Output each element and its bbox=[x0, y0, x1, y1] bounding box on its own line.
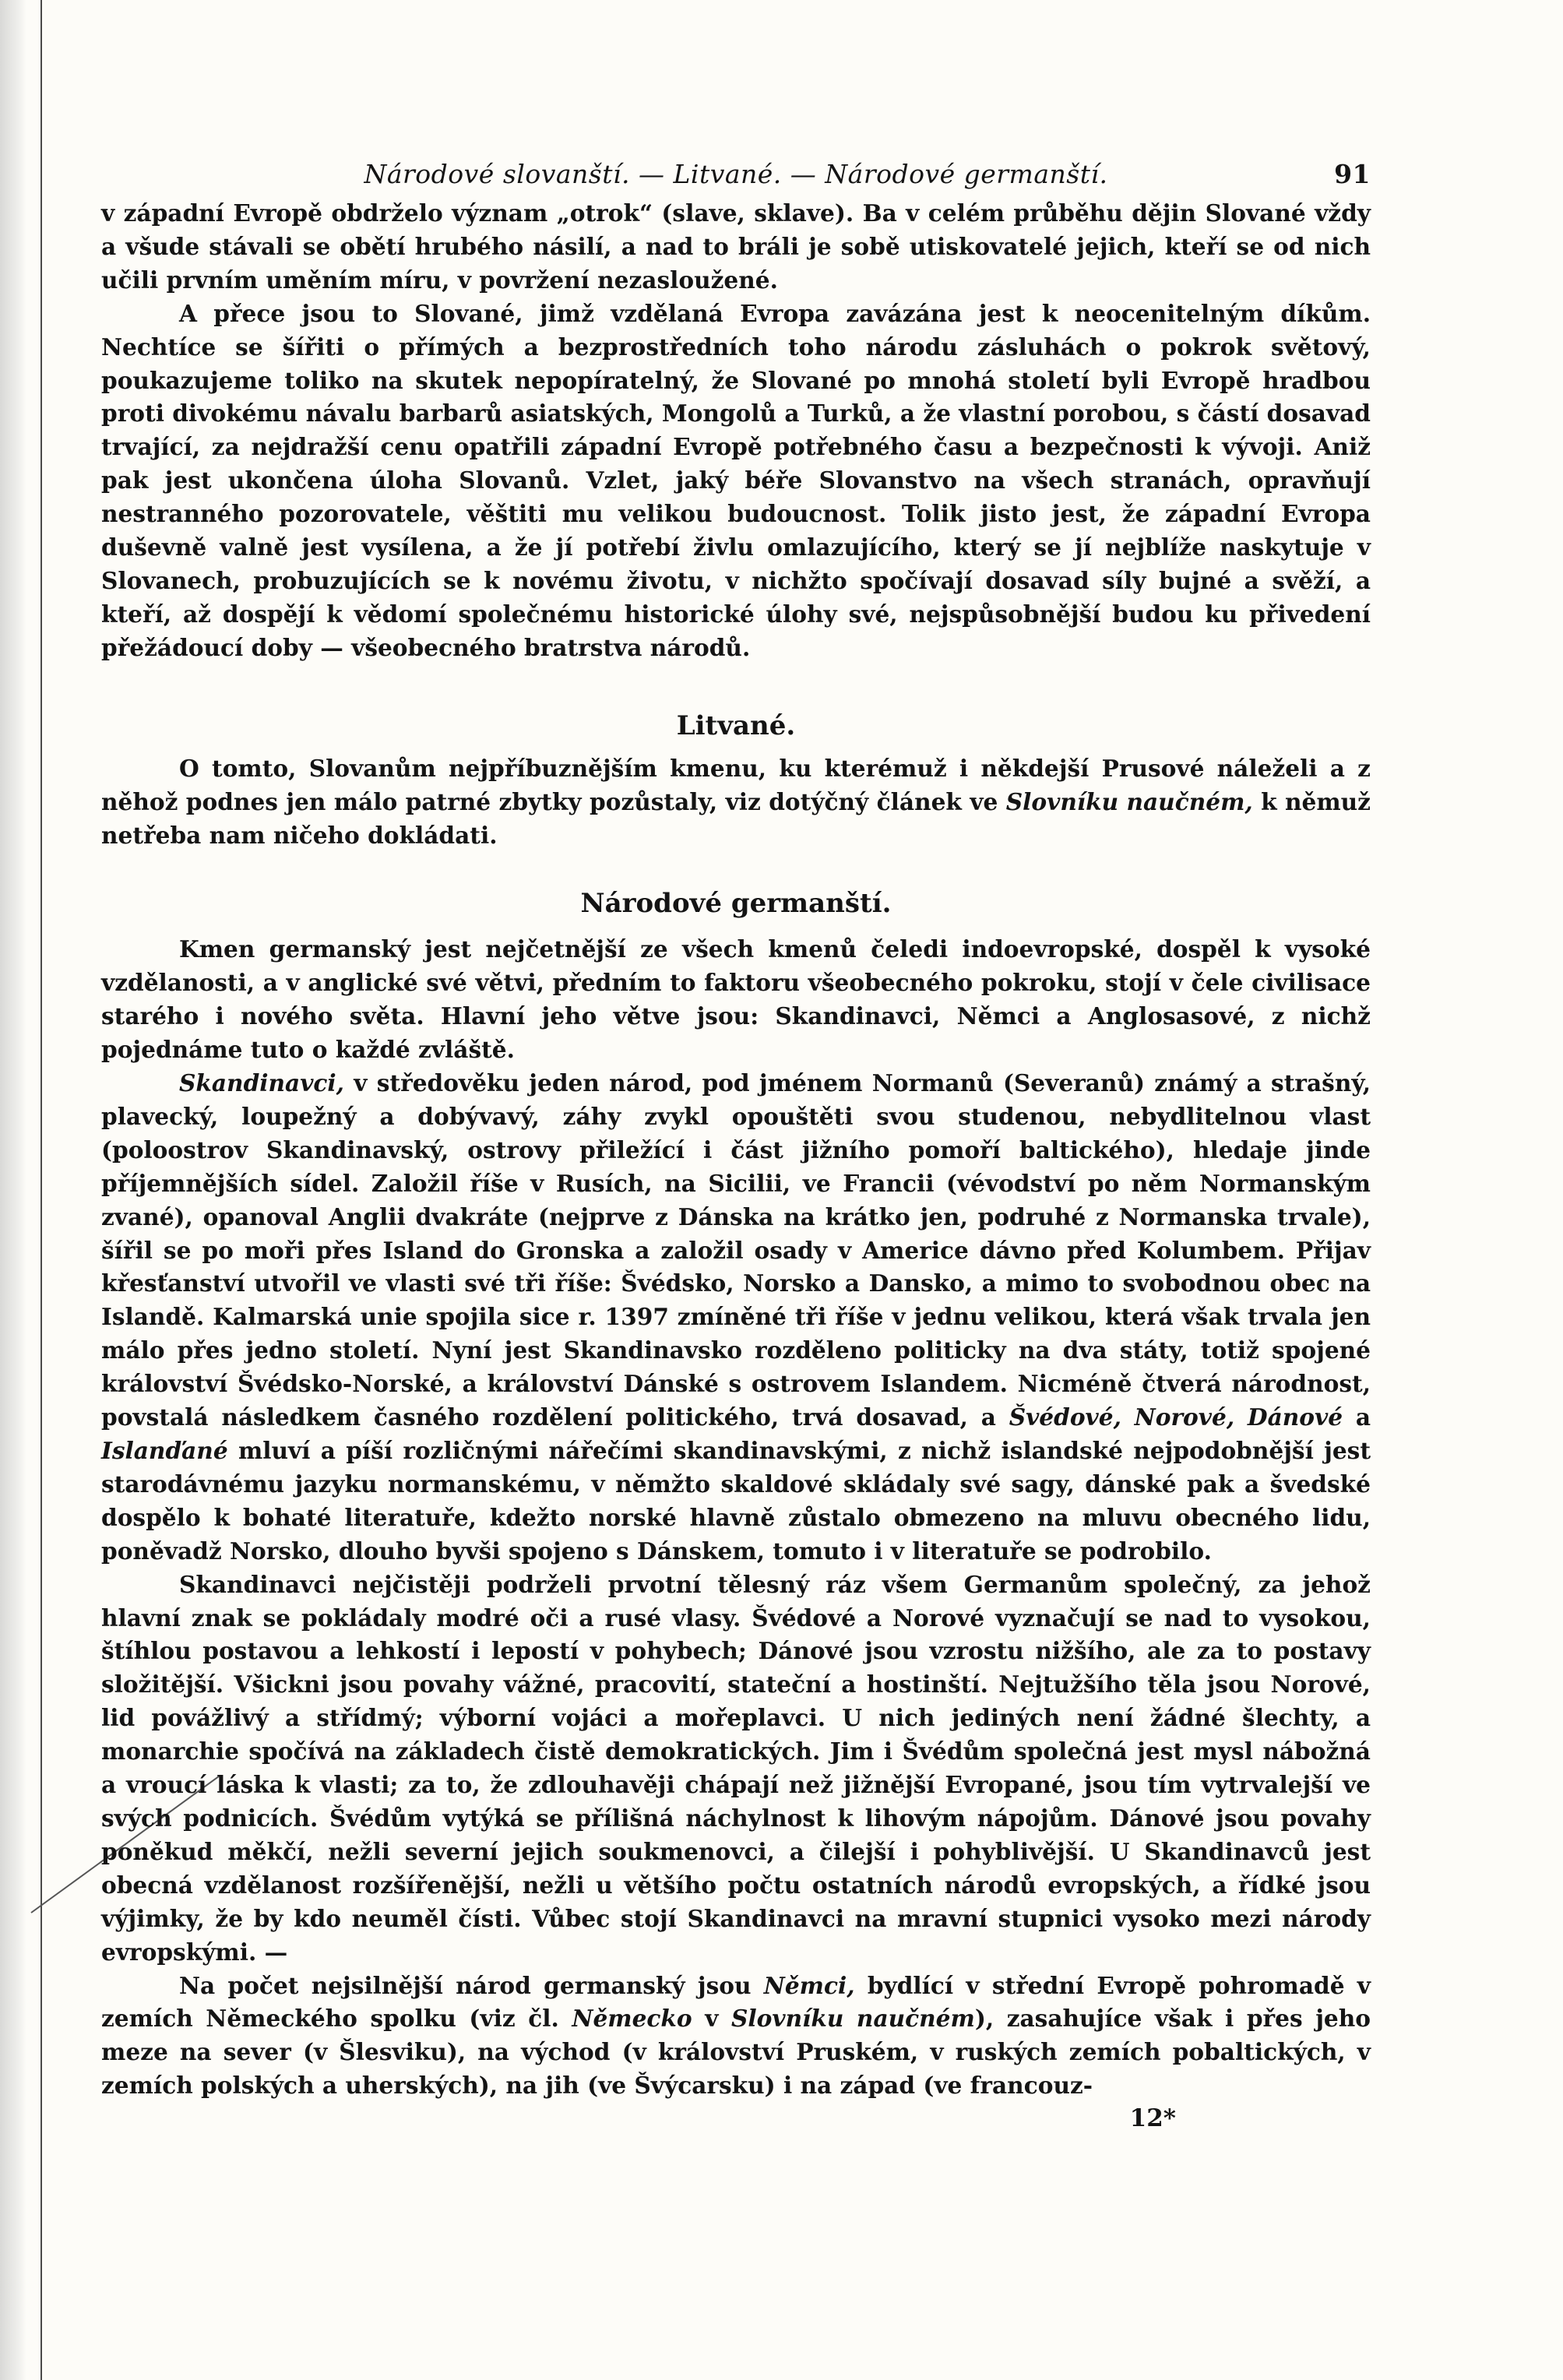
text-run: O tomto, Slovanům nejpříbuznějším kmenu, ku kterémuž i někdejší Prusové náleželi a z něhož podnes jen málo patrné zbytky pozůstaly, viz dotýčný článek ve bbox=[101, 754, 1371, 815]
signature-mark: 12* bbox=[1129, 2104, 1176, 2133]
reference-italic: Slovníku naučném bbox=[731, 2005, 975, 2033]
running-head-title: Národové slovanští. — Litvané. — Národové germanští. bbox=[364, 159, 1108, 189]
paragraph bbox=[101, 1067, 1371, 1568]
term-italic: Skandinavci, bbox=[179, 1069, 344, 1097]
section-heading-germansti: Národové germanští. bbox=[580, 888, 892, 920]
text-run: v bbox=[692, 2005, 732, 2033]
page-number: 91 bbox=[1334, 159, 1371, 189]
book-page bbox=[101, 152, 1371, 2132]
slovane-continuation bbox=[101, 197, 1371, 665]
paragraph bbox=[101, 1970, 1371, 2104]
paragraph: A přece jsou to Slované, jimž vzdělaná Evropa zavázána jest k neocenitelným díkům. Nechtíce se šířiti o přímých a bezprostředních toho národu zásluhách o pokrok světový, poukazujeme toliko na skutek nepopíratelný, že Slované po mnohá století byli Evropě hradbou proti divokému návalu barbarů asiatských, Mongolů a Turků, a že vlastní porobou, s částí dosavad trvající, za nejdražší cenu opatřili západní Evropě potřebného času a bezpečnosti k vývoji. Aniž pak jest ukončena úloha Slovanů. Vzlet, jaký béře Slovanstvo na všech stranách, opravňují nestranného pozorovatele, věštiti mu velikou budoucnost. Tolik jisto jest, že západní Evropa duševně valně jest vysílena, a že jí potřebí živlu omlazujícího, který se jí nejblíže naskytuje v Slovanech, probuzujících se k novému životu, v nichžto spočívají dosavad síly bujné a svěží, a kteří, až dospějí k vědomí společnému historické úlohy své, nejspůsobnější budou ku přivedení přežádoucí doby — všeobecného bratrstva národů. bbox=[101, 299, 1371, 661]
text-run: mluví a píší rozličnými nářečími skandinavskými, z nichž islandské nejpodobnější jest starodávnému jazyku normanskému, v němžto skaldové skládaly své sagy, dánské pak a švedské dospělo k bohaté literatuře, kdežto norské hlavně zůstalo obmezeno na mluvu obecného lidu, poněvadž Norsko, dlouho byvši spojeno s Dánskem, tomuto i v literatuře se podrobilo. bbox=[101, 1437, 1371, 1565]
text-run: a bbox=[1343, 1403, 1371, 1431]
term-italic: Švédové, Norové, Dánové bbox=[1009, 1403, 1343, 1431]
paragraph: Kmen germanský jest nejčetnější ze všech kmenů čeledi indoevropské, dospěl k vysoké vzdělanosti, a v anglické své větvi, předním to faktoru všeobecného pokroku, stojí v čele civilisace starého i nového světa. Hlavní jeho větve jsou: Skandinavci, Němci a Anglosasové, z nichž pojednáme tuto o každé zvláště. bbox=[101, 935, 1371, 1064]
paragraph: v západní Evropě obdrželo význam „otrok“ (slave, sklave). Ba v celém průběhu dějin Slované vždy a všude stávali se obětí hrubého násilí, a nad to bráli je sobě utiskovatelé jejich, kteří se od nich učili prvním uměním míru, v povržení nezasloužené. bbox=[101, 199, 1371, 294]
text-run: ), zasahujíce však i přes jeho meze na sever (v Šlesviku), na východ (v království Pruském, v ruských zemích pobaltických, v zemích polských a uherských), na jih (ve Švýcarsku) i na západ (ve francouz- bbox=[101, 2005, 1371, 2100]
reference-italic: Slovníku naučném, bbox=[1005, 787, 1253, 815]
running-head bbox=[101, 152, 1371, 197]
paragraph bbox=[101, 752, 1371, 853]
binding-line bbox=[40, 0, 42, 2380]
section-heading-litvane: Litvané. bbox=[676, 709, 796, 741]
term-italic: Němci, bbox=[763, 1971, 855, 1999]
germansti-section bbox=[101, 933, 1371, 2103]
text-run: Na počet nejsilnější národ germanský jsou bbox=[179, 1971, 764, 1999]
paragraph: Skandinavci nejčistěji podrželi prvotní tělesný ráz všem Germanům společný, za jehož hlavní znak se pokládaly modré oči a rusé vlasy. Švédové a Norové vyznačují se nad to vysokou, štíhlou postavou a lehkostí i lepostí v pohybech; Dánové jsou vzrostu nižšího, ale za to postavy složitější. Všickni jsou povahy vážné, pracovití, stateční a hostinští. Nejtužšího těla jsou Norové, lid povážlivý a střídmý; výborní vojáci a mořeplavci. U nich jediných není žádné šlechty, a monarchie spočívá na základech čistě demokratických. Jim i Švédům společná jest mysl nábožná a vroucí láska k vlasti; za to, že zdlouhavěji chápají než jižnější Evropané, jsou tím vytrvalejší ve svých podnicích. Švédům vytýká se přílišná náchylnost k lihovým nápojům. Dánové jsou povahy poněkud měkčí, nežli severní jejich soukmenovci, a čilejší i pohyblivější. U Skandinavců jest obecná vzdělanost rozšířenější, nežli u většího počtu ostatních národů evropských, a řídké jsou výjimky, že by kdo neuměl čísti. Vůbec stojí Skandinavci na mravní stupnici vysoko mezi národy evropskými. — bbox=[101, 1570, 1371, 1966]
term-italic: Islanďané bbox=[101, 1437, 228, 1464]
litvane-section bbox=[101, 752, 1371, 853]
scan-page-edge bbox=[0, 0, 26, 2380]
text-run: bydlící v střední Evropě pohromadě v zemích Německého spolku (viz čl. bbox=[101, 1971, 1371, 2033]
reference-italic: Německo bbox=[572, 2005, 692, 2033]
text-run: k němuž netřeba nam ničeho dokládati. bbox=[101, 787, 1371, 849]
text-run: v středověku jeden národ, pod jménem Normanů (Severanů) známý a strašný, plavecký, loupežný a dobývavý, záhy zvykl opouštěti svou studenou, nebydlitelnou vlast (poloostrov Skandinavský, ostrovy přiležící i část jižního pomoří baltického), hledaje jinde příjemnějších sídel. Založil říše v Rusích, na Sicilii, ve Francii (vévodství po něm Normanským zvané), opanoval Anglii dvakráte (nejprve z Dánska na krátko jen, podruhé z Normanska trvale), šířil se po moři přes Island do Gronska a založil osady v Americe dávno před Kolumbem. Přijav křesťanství utvořil ve vlasti své tři říše: Švédsko, Norsko a Dansko, a mimo to svobodnou obec na Islandě. Kalmarská unie spojila sice r. 1397 zmíněné tři říše v jednu velikou, která však trvala jen málo přes jedno století. Nyní jest Skandinavsko rozděleno politicky na dva státy, totiž spojené království Švédsko-Norské, a království Dánské s ostrovem Islandem. Nicméně čtverá národnost, povstalá následkem časného rozdělení politického, trvá dosavad, a bbox=[101, 1069, 1371, 1431]
